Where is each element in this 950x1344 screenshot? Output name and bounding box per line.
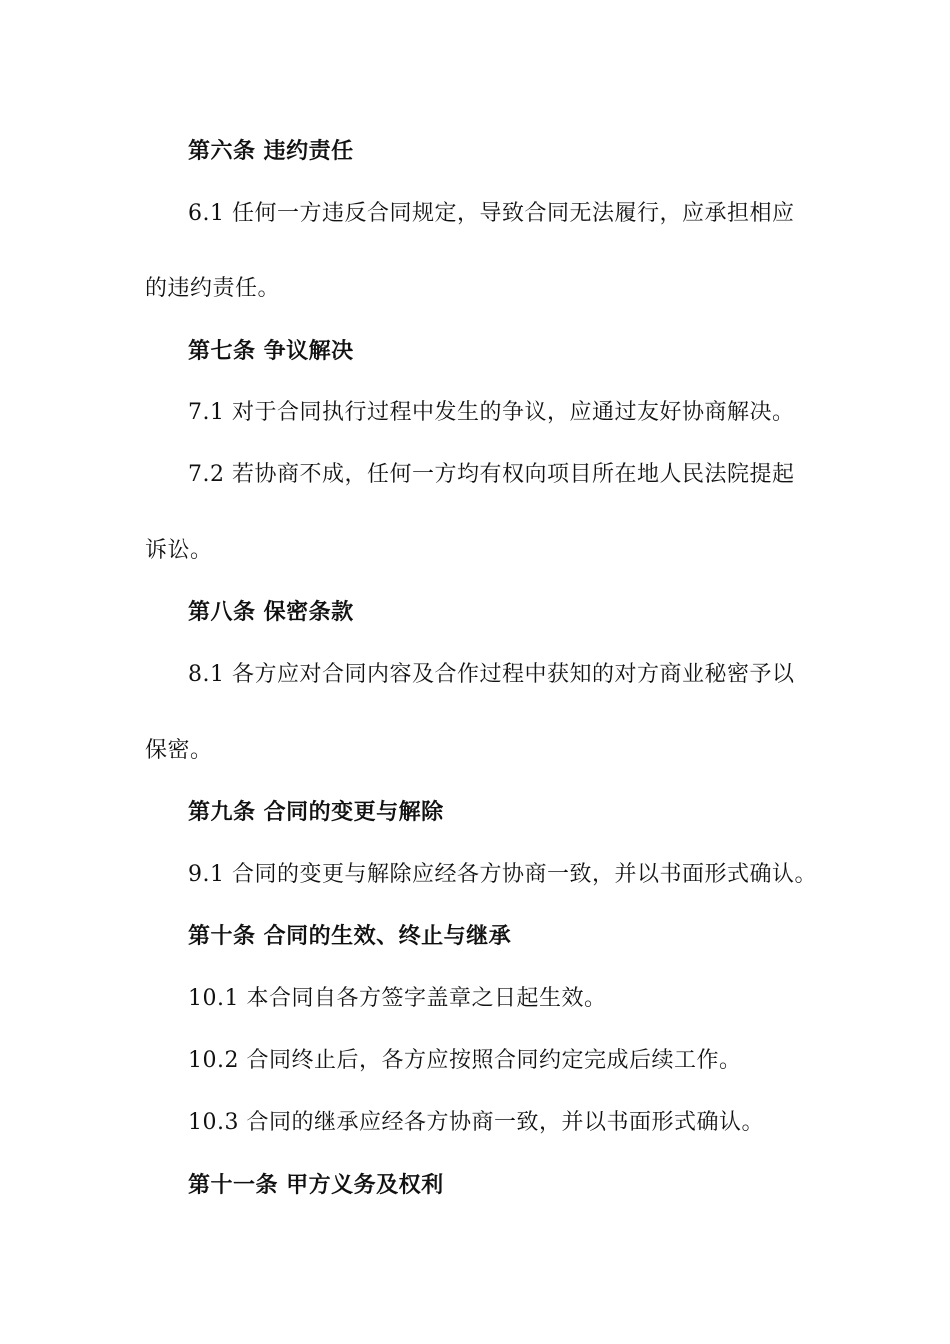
- clause-8-1: 8.1 各方应对合同内容及合作过程中获知的对方商业秘密予以: [188, 662, 795, 687]
- clause-7-2-continued: 诉讼。: [145, 538, 213, 563]
- clause-6-1-continued: 的违约责任。: [145, 276, 281, 301]
- clause-10-1: 10.1 本合同自各方签字盖章之日起生效。: [188, 986, 607, 1011]
- clause-9-1: 9.1 合同的变更与解除应经各方协商一致，并以书面形式确认。: [188, 862, 817, 887]
- section-heading-10: 第十条 合同的生效、终止与继承: [188, 924, 512, 949]
- clause-7-1: 7.1 对于合同执行过程中发生的争议，应通过友好协商解决。: [188, 400, 795, 425]
- clause-8-1-continued: 保密。: [145, 738, 213, 763]
- section-heading-11: 第十一条 甲方义务及权利: [188, 1173, 444, 1198]
- section-heading-6: 第六条 违约责任: [188, 139, 354, 164]
- clause-10-3: 10.3 合同的继承应经各方协商一致，并以书面形式确认。: [188, 1110, 764, 1135]
- clause-6-1: 6.1 任何一方违反合同规定，导致合同无法履行，应承担相应: [188, 201, 795, 226]
- clause-10-2: 10.2 合同终止后，各方应按照合同约定完成后续工作。: [188, 1048, 742, 1073]
- section-heading-8: 第八条 保密条款: [188, 600, 354, 625]
- clause-7-2: 7.2 若协商不成，任何一方均有权向项目所在地人民法院提起: [188, 462, 795, 487]
- section-heading-9: 第九条 合同的变更与解除: [188, 800, 444, 825]
- section-heading-7: 第七条 争议解决: [188, 339, 354, 364]
